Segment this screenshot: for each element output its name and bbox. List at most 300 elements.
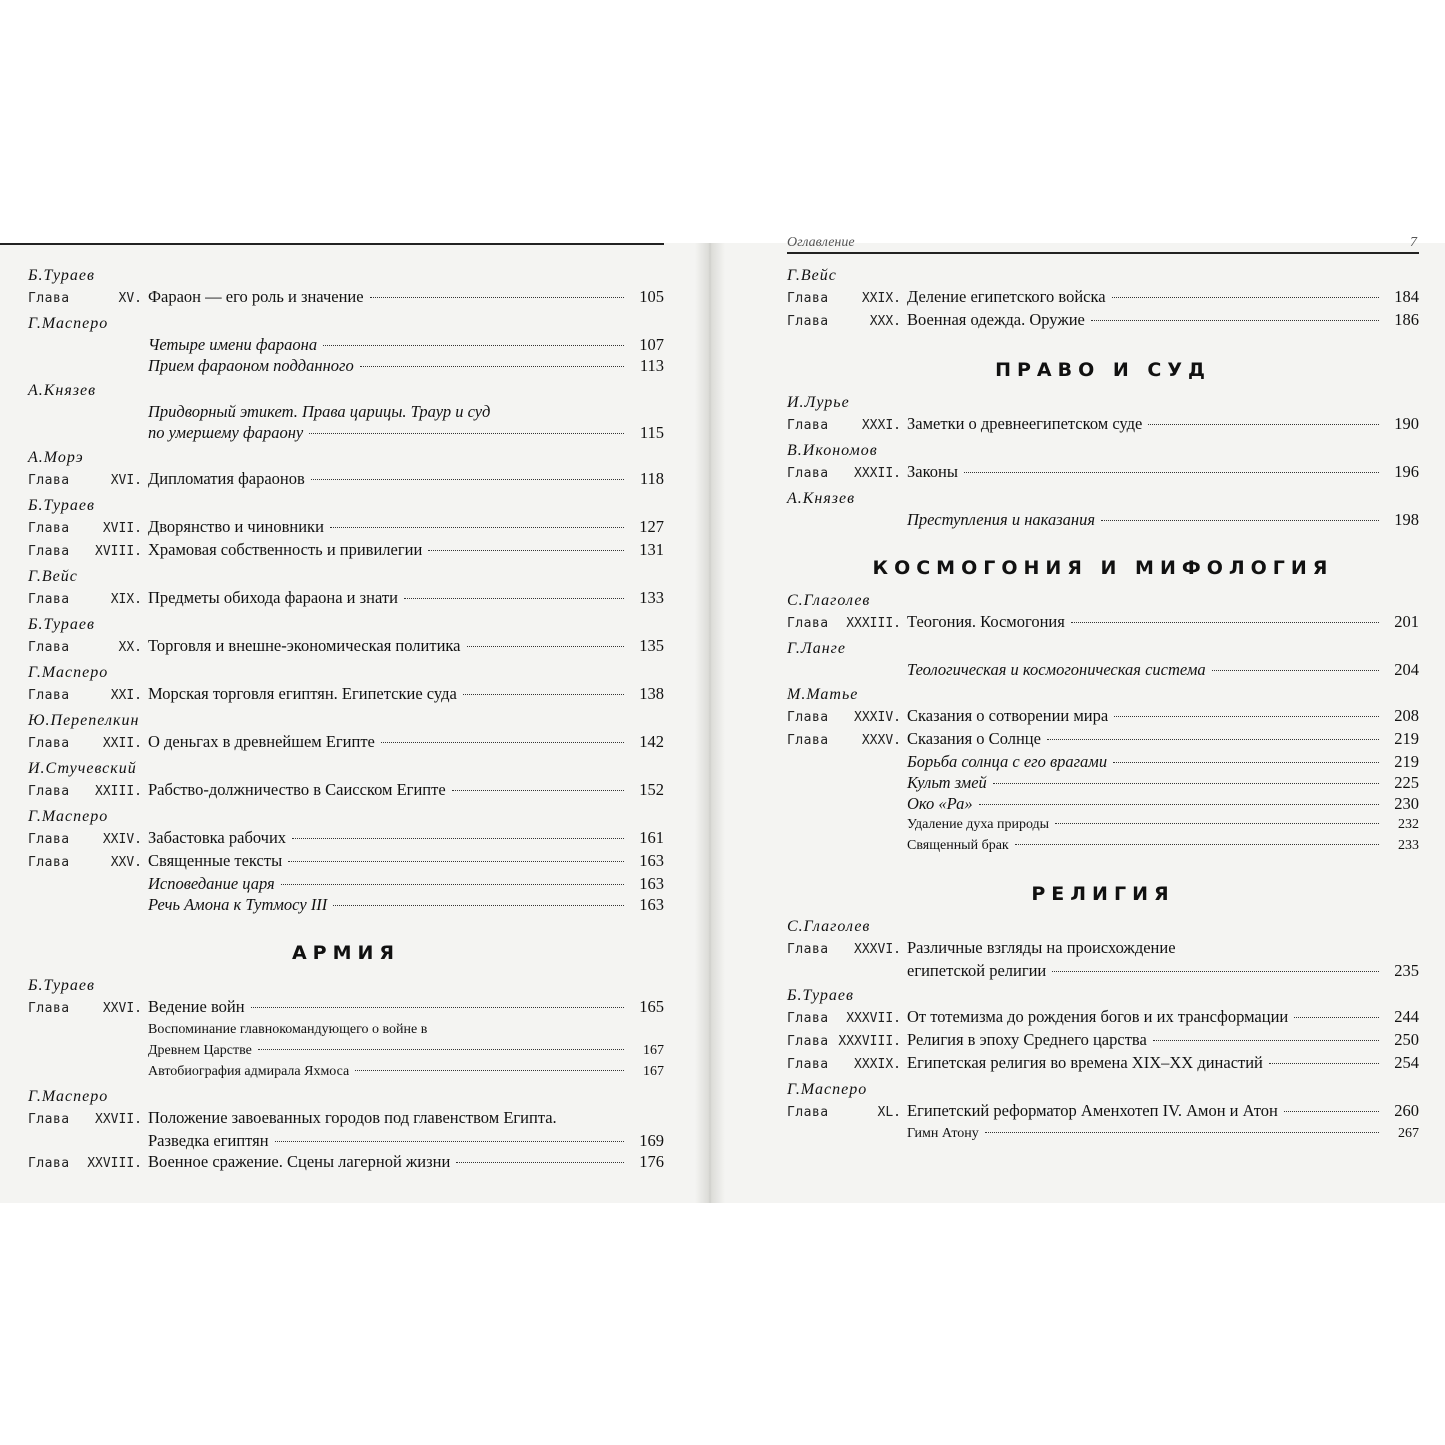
chapter-number: XXVI. — [102, 1001, 142, 1016]
toc-entry — [787, 309, 1419, 332]
toc-entry-title: Религия в эпоху Среднего царства — [907, 1030, 1147, 1049]
dot-leader — [1153, 1040, 1379, 1041]
dot-leader — [1148, 424, 1379, 425]
toc-entry — [787, 1006, 1419, 1029]
page-number: 161 — [639, 828, 664, 847]
toc-entry-title: Священный брак — [907, 838, 1009, 853]
chapter-label: Глава — [28, 736, 70, 751]
author-name: Г.Масперо — [787, 1081, 868, 1098]
page-number: 267 — [1398, 1126, 1419, 1141]
chapter-label: Глава — [28, 1112, 70, 1127]
toc-entry-text-wrap — [907, 772, 1385, 793]
toc-entry — [787, 1029, 1419, 1052]
toc-entry-text-wrap — [907, 286, 1385, 307]
page-number: 204 — [1394, 660, 1419, 679]
dot-leader — [1284, 1111, 1379, 1112]
chapter-label: Глава — [787, 710, 829, 725]
dot-leader — [456, 1162, 624, 1163]
dot-leader — [281, 884, 624, 885]
toc-entry-title: Древнем Царстве — [148, 1043, 252, 1058]
toc-entry — [28, 779, 664, 802]
toc-entry-title: Воспоминание главнокомандующего о войне в — [148, 1022, 428, 1037]
toc-entry-title: Культ змей — [907, 773, 987, 792]
toc-entry-text-wrap — [907, 835, 1385, 856]
chapter-number: XXIX. — [861, 291, 901, 306]
page-number: 232 — [1398, 817, 1419, 832]
toc-entry-title: От тотемизма до рождения богов и их трансформации — [907, 1007, 1289, 1026]
chapter-label: Глава — [787, 466, 829, 481]
dot-leader — [979, 804, 1379, 805]
author-name: А.Князев — [787, 490, 856, 507]
author-name: С.Глаголев — [787, 592, 871, 609]
author-name: Б.Тураев — [28, 267, 95, 284]
page-number: 138 — [639, 684, 664, 703]
author-name: Б.Тураев — [28, 977, 95, 994]
toc-entry-title: Египетская религия во времена XIX–XX династий — [907, 1053, 1263, 1072]
chapter-label: Глава — [28, 291, 70, 306]
toc-entry — [787, 814, 1419, 835]
toc-entry-text-wrap — [907, 937, 1419, 958]
dot-leader — [985, 1132, 1379, 1133]
toc-entry-text-wrap — [148, 1040, 630, 1061]
dot-leader — [463, 694, 624, 695]
toc-entry-title: по умершему фараону — [148, 423, 304, 442]
toc-entry-text-wrap — [907, 461, 1385, 482]
chapter-number: XVIII. — [95, 544, 142, 559]
dot-leader — [467, 646, 625, 647]
page-number: 208 — [1394, 706, 1419, 725]
dot-leader — [370, 297, 624, 298]
toc-entry-text-wrap — [148, 850, 630, 871]
toc-entry-text-wrap — [148, 286, 630, 307]
chapter-number: XXV. — [110, 855, 142, 870]
toc-entry-text-wrap — [148, 683, 630, 704]
toc-entry — [787, 937, 1419, 960]
toc-entry-text-wrap — [148, 996, 630, 1017]
dot-leader — [428, 550, 624, 551]
toc-entry-title: Забастовка рабочих — [148, 828, 287, 847]
toc-entry — [787, 509, 1419, 530]
chapter-number: XXXI. — [861, 418, 901, 433]
toc-entry — [28, 873, 664, 894]
toc-entry — [28, 1061, 664, 1082]
toc-entry — [28, 468, 664, 491]
author-name: А.Морэ — [28, 449, 84, 466]
toc-entry — [787, 659, 1419, 680]
chapter-number: XXXII. — [854, 466, 901, 481]
toc-entry-title: Четыре имени фараона — [148, 335, 318, 354]
chapter-label: Глава — [28, 1156, 70, 1171]
dot-leader — [1052, 971, 1379, 972]
chapter-number: XXXVII. — [846, 1011, 901, 1026]
dot-leader — [251, 1007, 624, 1008]
dot-leader — [258, 1049, 624, 1050]
toc-entry-title: Сказания о Солнце — [907, 729, 1041, 748]
page-number: 142 — [639, 732, 664, 751]
dot-leader — [288, 861, 624, 862]
toc-entry-title: Положение завоеванных городов под главенством Египта. — [148, 1108, 557, 1127]
toc-entry — [787, 772, 1419, 793]
toc-entry-text-wrap — [907, 611, 1385, 632]
toc-entry-text-wrap — [148, 1019, 664, 1040]
page-number: 219 — [1394, 729, 1419, 748]
toc-entry-title: Око «Ра» — [907, 794, 973, 813]
chapter-number: XXIV. — [102, 832, 142, 847]
left-page — [0, 243, 700, 1203]
toc-entry — [787, 751, 1419, 772]
page-number: 219 — [1394, 752, 1419, 771]
page-number: 198 — [1394, 510, 1419, 529]
toc-entry — [787, 1123, 1419, 1144]
toc-entry-title: Разведка египтян — [148, 1131, 269, 1150]
toc-entry-title: Египетский реформатор Аменхотеп IV. Амон и Атон — [907, 1101, 1278, 1120]
toc-entry — [28, 850, 664, 873]
page-number: 167 — [643, 1043, 664, 1058]
toc-entry-text-wrap — [907, 751, 1385, 772]
author-name: И.Лурье — [787, 394, 850, 411]
dot-leader — [452, 790, 624, 791]
page-number: 133 — [639, 588, 664, 607]
chapter-label: Глава — [787, 1011, 829, 1026]
section-heading: КОСМОГОНИЯ И МИФОЛОГИЯ — [872, 557, 1334, 579]
toc-entry-text-wrap — [907, 1029, 1385, 1050]
toc-entry-title: Священные тексты — [148, 851, 283, 870]
page-number: 250 — [1394, 1030, 1419, 1049]
author-name: Б.Тураев — [28, 497, 95, 514]
chapter-number: XXXIV. — [854, 710, 901, 725]
chapter-number: XXXIII. — [846, 616, 901, 631]
chapter-label: Глава — [787, 733, 829, 748]
chapter-number: XXVII. — [95, 1112, 142, 1127]
chapter-number: XVII. — [102, 521, 142, 536]
chapter-label: Глава — [787, 1057, 829, 1072]
author-name: Г.Масперо — [28, 664, 109, 681]
toc-entry — [28, 1130, 664, 1151]
page-number: 190 — [1394, 414, 1419, 433]
chapter-number: XIX. — [110, 592, 142, 607]
toc-entry — [787, 705, 1419, 728]
chapter-label: Глава — [28, 640, 70, 655]
toc-entry — [787, 960, 1419, 981]
toc-entry-text-wrap — [148, 827, 630, 848]
section-heading: РЕЛИГИЯ — [1031, 883, 1175, 905]
toc-entry-title: Рабство-должничество в Саисском Египте — [148, 780, 446, 799]
page-number: 131 — [639, 540, 664, 559]
toc-entry-text-wrap — [907, 793, 1385, 814]
toc-entry — [787, 461, 1419, 484]
toc-entry-text-wrap — [148, 731, 630, 752]
toc-entry-text-wrap — [907, 1100, 1385, 1121]
chapter-number: XXII. — [102, 736, 142, 751]
toc-entry-title: Военная одежда. Оружие — [907, 310, 1085, 329]
page-number: 254 — [1394, 1053, 1419, 1072]
chapter-label: Глава — [787, 1105, 829, 1120]
section-heading: АРМИЯ — [291, 942, 401, 964]
toc-entry — [28, 1040, 664, 1061]
toc-entry-text-wrap — [148, 587, 630, 608]
dot-leader — [1101, 520, 1379, 521]
dot-leader — [964, 472, 1379, 473]
dot-leader — [292, 838, 624, 839]
author-name: И.Стучевский — [28, 760, 137, 777]
dot-leader — [275, 1141, 624, 1142]
author-name: Г.Вейс — [787, 267, 837, 284]
page-number: 163 — [639, 874, 664, 893]
toc-column-right — [787, 261, 1419, 1144]
toc-entry-title: Торговля и внешне-экономическая политика — [148, 636, 461, 655]
toc-entry — [28, 894, 664, 915]
dot-leader — [311, 479, 624, 480]
page-number: 163 — [639, 895, 664, 914]
chapter-label: Глава — [28, 688, 70, 703]
author-name: М.Матье — [787, 686, 859, 703]
chapter-number: XX. — [118, 640, 142, 655]
chapter-label: Глава — [787, 942, 829, 957]
toc-entry-text-wrap — [907, 509, 1385, 530]
chapter-label: Глава — [28, 832, 70, 847]
chapter-label: Глава — [28, 473, 70, 488]
toc-entry-title: Фараон — его роль и значение — [148, 287, 364, 306]
page-number: 169 — [639, 1131, 664, 1150]
running-header — [787, 234, 1419, 254]
page-number: 118 — [639, 469, 664, 488]
author-name: Г.Масперо — [28, 315, 109, 332]
toc-entry-title: Сказания о сотворении мира — [907, 706, 1109, 725]
chapter-label: Глава — [28, 521, 70, 536]
toc-entry-title: Морская торговля египтян. Египетские суда — [148, 684, 457, 703]
toc-entry — [787, 835, 1419, 856]
page-number: 105 — [639, 287, 664, 306]
author-name: Г.Масперо — [28, 808, 109, 825]
toc-entry-text-wrap — [148, 468, 630, 489]
right-page — [725, 235, 1445, 1203]
chapter-number: XXXVI. — [854, 942, 901, 957]
chapter-label: Глава — [787, 314, 829, 329]
dot-leader — [333, 905, 624, 906]
toc-entry-text-wrap — [148, 779, 630, 800]
toc-entry-text-wrap — [907, 705, 1385, 726]
toc-entry-title: Заметки о древнеегипетском суде — [907, 414, 1143, 433]
toc-entry-text-wrap — [148, 422, 630, 443]
toc-entry-text-wrap — [148, 1130, 630, 1151]
chapter-label: Глава — [28, 544, 70, 559]
chapter-label: Глава — [787, 1034, 829, 1049]
toc-entry-text-wrap — [148, 873, 630, 894]
toc-entry — [28, 539, 664, 562]
chapter-number: XL. — [877, 1105, 901, 1120]
toc-entry — [787, 1100, 1419, 1123]
author-name: Г.Вейс — [28, 568, 78, 585]
toc-entry-text-wrap — [148, 516, 630, 537]
page-number: 225 — [1394, 773, 1419, 792]
page-number: 235 — [1394, 961, 1419, 980]
toc-entry-text-wrap — [907, 309, 1385, 330]
page-number: 165 — [639, 997, 664, 1016]
page-number: 113 — [639, 356, 664, 375]
page-number: 127 — [639, 517, 664, 536]
chapter-number: XVI. — [110, 473, 142, 488]
toc-entry — [28, 355, 664, 376]
dot-leader — [1047, 739, 1379, 740]
page-number: 186 — [1394, 310, 1419, 329]
toc-entry-text-wrap — [907, 728, 1385, 749]
toc-entry-title: Борьба солнца с его врагами — [907, 752, 1108, 771]
toc-entry-title: египетской религии — [907, 961, 1047, 980]
toc-entry-title: Удаление духа природы — [907, 817, 1050, 832]
toc-entry-text-wrap — [148, 401, 664, 422]
dot-leader — [355, 1070, 624, 1071]
page-number: 244 — [1394, 1007, 1419, 1026]
toc-entry-text-wrap — [907, 659, 1385, 680]
page-number: 176 — [639, 1152, 664, 1171]
page-number: 107 — [639, 335, 664, 354]
toc-entry-text-wrap — [907, 814, 1385, 835]
author-name: А.Князев — [28, 382, 97, 399]
dot-leader — [1055, 823, 1379, 824]
page-number: 233 — [1398, 838, 1419, 853]
toc-entry-text-wrap — [148, 1107, 664, 1128]
page-number: 135 — [639, 636, 664, 655]
dot-leader — [1091, 320, 1379, 321]
author-name: Ю.Перепелкин — [28, 712, 140, 729]
toc-entry — [28, 334, 664, 355]
toc-entry-title: Придворный этикет. Права царицы. Траур и суд — [148, 402, 491, 421]
toc-entry — [787, 728, 1419, 751]
dot-leader — [1269, 1063, 1379, 1064]
toc-entry-title: Теогония. Космогония — [907, 612, 1065, 631]
toc-entry-title: Прием фараоном подданного — [148, 356, 354, 375]
dot-leader — [330, 527, 624, 528]
toc-entry — [787, 286, 1419, 309]
chapter-number: XXVIII. — [87, 1156, 142, 1171]
dot-leader — [381, 742, 624, 743]
chapter-number: XV. — [118, 291, 142, 306]
chapter-label: Глава — [28, 592, 70, 607]
toc-entry-title: Храмовая собственность и привилегии — [148, 540, 423, 559]
page-number: 184 — [1394, 287, 1419, 306]
author-name: В.Икономов — [787, 442, 878, 459]
running-header-title: Оглавление — [787, 235, 855, 250]
running-header-page-number: 7 — [1410, 235, 1417, 250]
toc-entry — [28, 1019, 664, 1040]
chapter-label: Глава — [787, 418, 829, 433]
toc-entry-title: Исповедание царя — [148, 874, 275, 893]
dot-leader — [1015, 844, 1379, 845]
toc-entry-title: Законы — [907, 462, 958, 481]
dot-leader — [1294, 1017, 1379, 1018]
chapter-label: Глава — [787, 616, 829, 631]
toc-entry-title: Дворянство и чиновники — [148, 517, 324, 536]
page-number: 152 — [639, 780, 664, 799]
page-number: 230 — [1394, 794, 1419, 813]
dot-leader — [1071, 622, 1379, 623]
dot-leader — [1212, 670, 1379, 671]
page-number: 260 — [1394, 1101, 1419, 1120]
author-name: Б.Тураев — [28, 616, 95, 633]
toc-entry-text-wrap — [907, 1052, 1385, 1073]
page-number: 163 — [639, 851, 664, 870]
toc-entry — [28, 422, 664, 443]
toc-entry-title: Деление египетского войска — [907, 287, 1106, 306]
dot-leader — [309, 433, 624, 434]
toc-entry — [28, 1107, 664, 1130]
dot-leader — [323, 345, 624, 346]
toc-entry-title: Военное сражение. Сцены лагерной жизни — [148, 1152, 451, 1171]
chapter-label: Глава — [28, 855, 70, 870]
toc-entry — [28, 635, 664, 658]
dot-leader — [1112, 297, 1379, 298]
toc-entry — [28, 286, 664, 309]
chapter-number: XXXVIII. — [838, 1034, 901, 1049]
page-number: 115 — [639, 423, 664, 442]
toc-entry — [28, 683, 664, 706]
toc-entry-title: Ведение войн — [148, 997, 245, 1016]
author-name: Г.Ланге — [787, 640, 847, 657]
toc-entry-text-wrap — [148, 894, 630, 915]
toc-entry-title: Гимн Атону — [907, 1126, 979, 1141]
dot-leader — [1114, 716, 1379, 717]
toc-entry-text-wrap — [148, 1151, 630, 1172]
top-rule — [0, 243, 664, 245]
toc-entry-text-wrap — [148, 1061, 630, 1082]
dot-leader — [404, 598, 624, 599]
dot-leader — [360, 366, 624, 367]
chapter-number: XXIII. — [95, 784, 142, 799]
toc-entry-title: О деньгах в древнейшем Египте — [148, 732, 375, 751]
section-heading: ПРАВО И СУД — [995, 359, 1211, 381]
chapter-number: XXXIX. — [854, 1057, 901, 1072]
toc-entry — [787, 611, 1419, 634]
toc-entry — [28, 401, 664, 422]
toc-entry — [28, 731, 664, 754]
page-number: 167 — [643, 1064, 664, 1079]
toc-entry-title: Автобиография адмирала Яхмоса — [148, 1064, 350, 1079]
chapter-label: Глава — [28, 1001, 70, 1016]
dot-leader — [993, 783, 1379, 784]
toc-entry-text-wrap — [148, 334, 630, 355]
toc-entry-text-wrap — [907, 413, 1385, 434]
toc-entry-title: Различные взгляды на происхождение — [907, 938, 1176, 957]
toc-entry — [28, 587, 664, 610]
dot-leader — [1113, 762, 1379, 763]
author-name: Г.Масперо — [28, 1088, 109, 1105]
toc-entry-title: Теологическая и космогоническая система — [907, 660, 1206, 679]
toc-entry — [787, 1052, 1419, 1075]
toc-entry — [28, 516, 664, 539]
toc-entry-title: Преступления и наказания — [907, 510, 1095, 529]
toc-entry-text-wrap — [148, 355, 630, 376]
author-name: Б.Тураев — [787, 987, 854, 1004]
chapter-label: Глава — [28, 784, 70, 799]
page-number: 201 — [1394, 612, 1419, 631]
toc-column-left — [28, 261, 664, 1174]
author-name: С.Глаголев — [787, 918, 871, 935]
chapter-label: Глава — [787, 291, 829, 306]
toc-entry — [787, 793, 1419, 814]
toc-entry — [787, 413, 1419, 436]
toc-entry-text-wrap — [907, 1123, 1385, 1144]
toc-entry-text-wrap — [148, 539, 630, 560]
toc-entry — [28, 996, 664, 1019]
toc-entry-title: Предметы обихода фараона и знати — [148, 588, 398, 607]
chapter-number: XXX. — [869, 314, 901, 329]
page-number: 196 — [1394, 462, 1419, 481]
toc-entry — [28, 827, 664, 850]
toc-entry-text-wrap — [907, 960, 1385, 981]
toc-entry — [28, 1151, 664, 1174]
toc-entry-text-wrap — [907, 1006, 1385, 1027]
toc-entry-title: Речь Амона к Тутмосу III — [148, 895, 328, 914]
